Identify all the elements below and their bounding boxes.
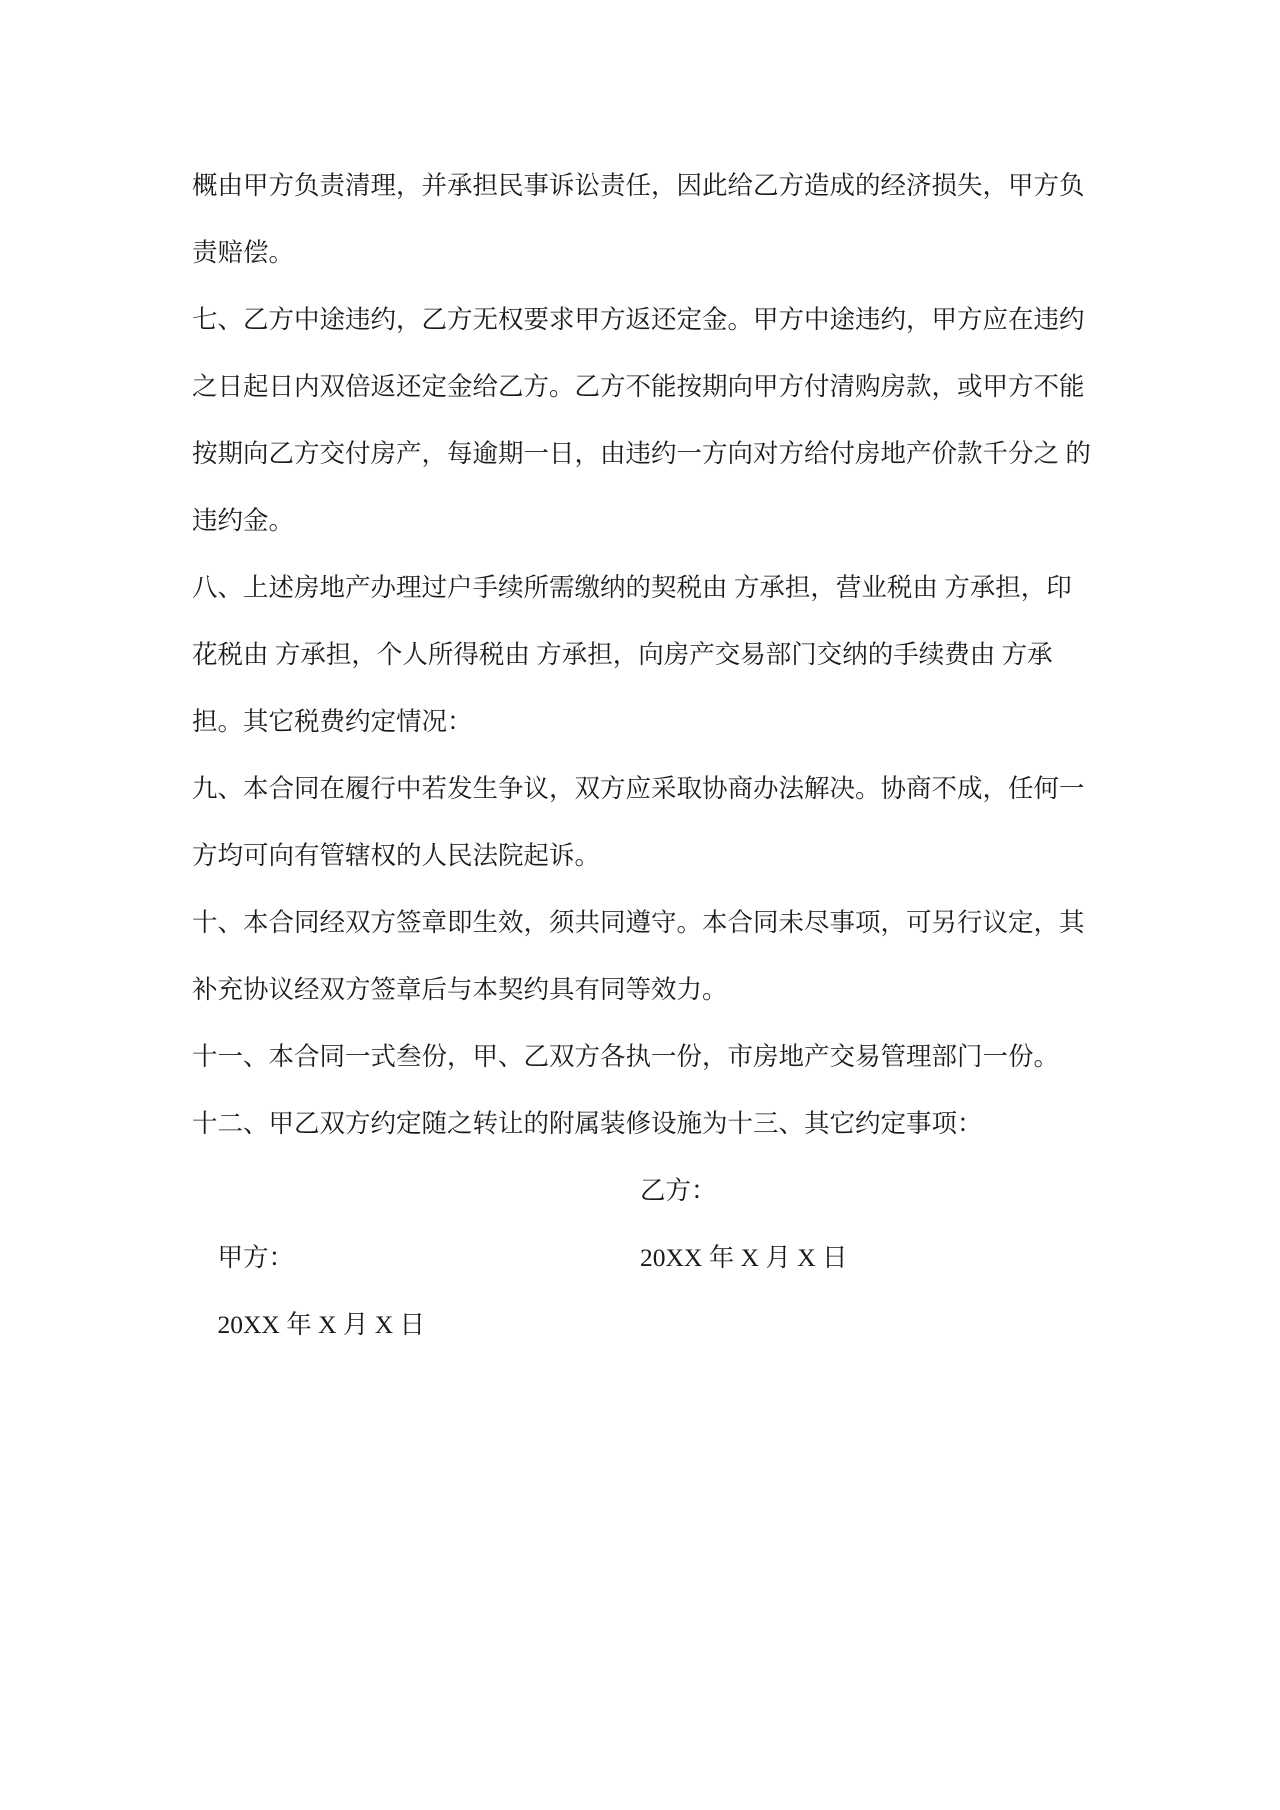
document-line: 九、本合同在履行中若发生争议，双方应采取协商办法解决。协商不成，任何一 (192, 774, 1085, 803)
document-line: 十一、本合同一式叁份，甲、乙双方各执一份，市房地产交易管理部门一份。 (192, 1042, 1060, 1071)
document-line: 之日起日内双倍返还定金给乙方。乙方不能按期向甲方付清购房款，或甲方不能 (192, 372, 1085, 401)
document-line: 十二、甲乙双方约定随之转让的附属装修设施为十三、其它约定事项： (192, 1109, 983, 1138)
clause-paragraph-ten (192, 889, 1087, 1023)
clause-paragraph-eleven (192, 1023, 1087, 1090)
clause-paragraph-twelve (192, 1090, 1087, 1157)
document-line: 八、上述房地产办理过户手续所需缴纳的契税由 方承担，营业税由 方承担，印 (192, 573, 1072, 602)
document-line: 担。其它税费约定情况： (192, 707, 473, 736)
date-row (192, 1224, 1087, 1339)
document-line: 概由甲方负责清理，并承担民事诉讼责任，因此给乙方造成的经济损失，甲方负 (192, 171, 1085, 200)
clause-paragraph-nine (192, 755, 1087, 889)
document-line: 补充协议经双方签章后与本契约具有同等效力。 (192, 975, 728, 1004)
document-line: 花税由 方承担，个人所得税由 方承担，向房产交易部门交纳的手续费由 方承 (192, 640, 1053, 669)
party-b-date: 20XX 年 X 月 X 日 (640, 1243, 848, 1272)
party-a-date: 20XX 年 X 月 X 日 (217, 1310, 426, 1339)
document-line: 按期向乙方交付房产，每逾期一日，由违约一方向对方给付房地产价款千分之 的 (192, 439, 1091, 468)
document-line: 责赔偿。 (192, 238, 295, 267)
clause-paragraph-eight (192, 554, 1087, 755)
clause-paragraph-liability (192, 152, 1087, 286)
contract-document-page (192, 152, 1091, 1339)
clause-paragraph-seven (192, 286, 1091, 554)
document-line: 方均可向有管辖权的人民法院起诉。 (192, 841, 601, 870)
party-b-signature-label: 乙方： (640, 1176, 717, 1205)
document-line: 十、本合同经双方签章即生效，须共同遵守。本合同未尽事项，可另行议定，其 (192, 908, 1085, 937)
party-a-signature-label: 甲方： (217, 1243, 295, 1272)
document-line: 七、乙方中途违约，乙方无权要求甲方返还定金。甲方中途违约，甲方应在违约 (192, 305, 1085, 334)
document-line: 违约金。 (192, 506, 295, 535)
